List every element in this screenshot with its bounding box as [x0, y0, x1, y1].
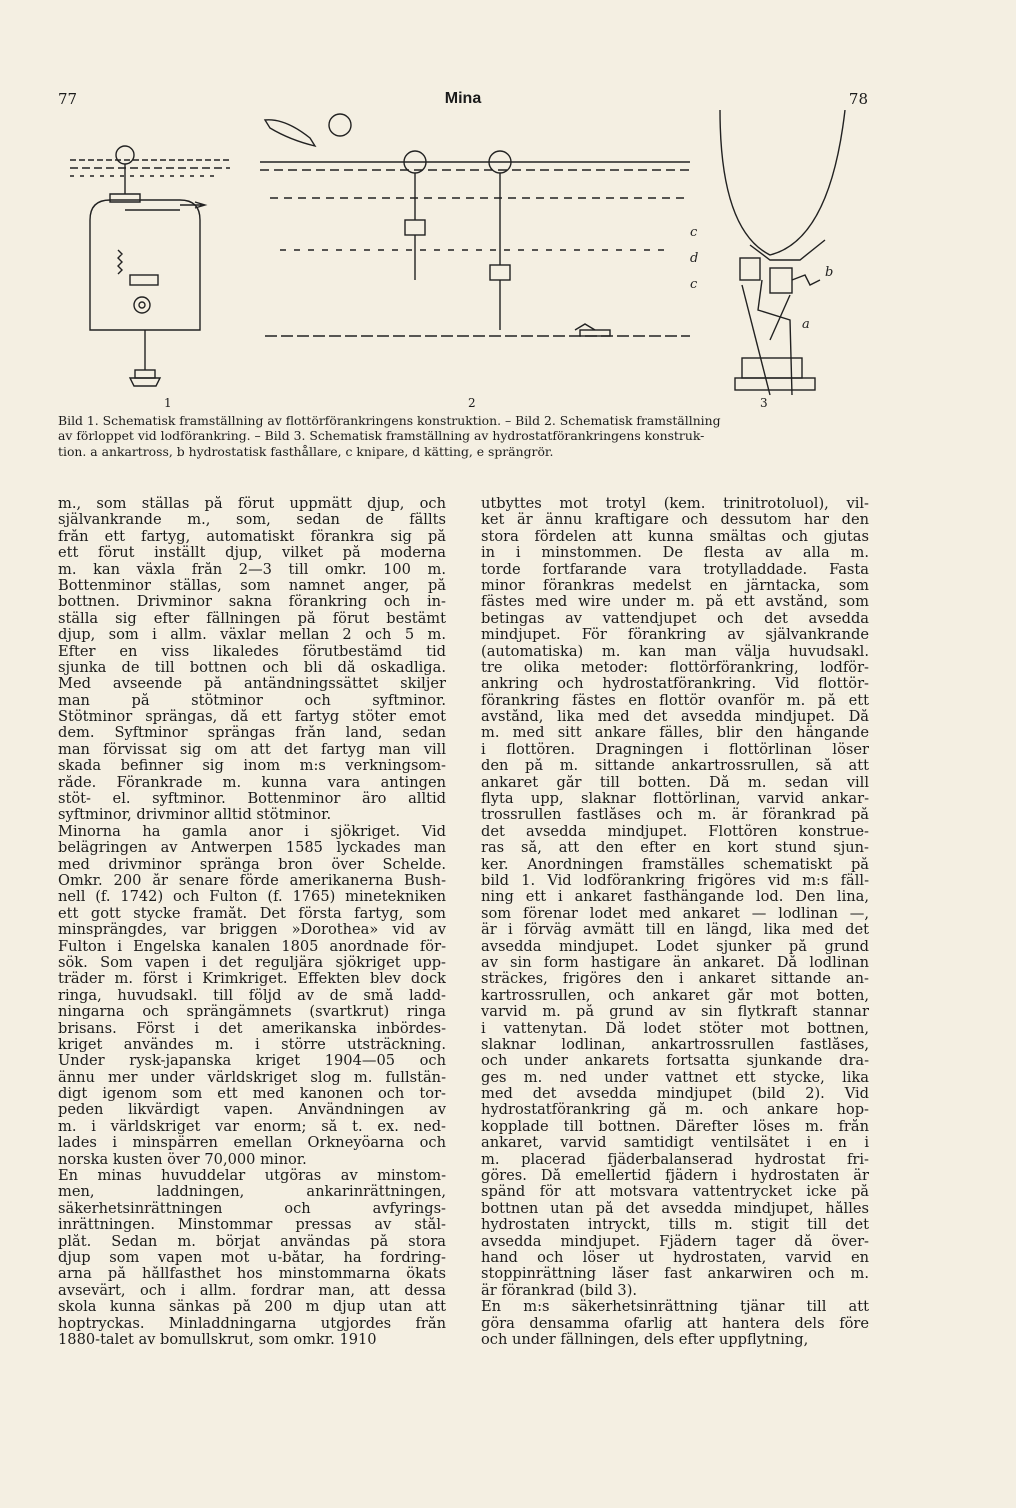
- page-number-left: 77: [58, 90, 78, 108]
- text-line: kopplade till bottnen. Därefter löses m. från: [481, 1118, 869, 1135]
- text-line: bottnen. Drivminor sakna förankring och in-: [58, 594, 446, 611]
- text-line: stora fördelen att kunna smältas och gjutas: [481, 528, 869, 545]
- text-line: plåt. Sedan m. börjat användas på stora: [58, 1233, 446, 1250]
- text-line: flyta upp, slaknar flottörlinan, varvid ankar-: [481, 791, 869, 808]
- text-line: syftminor, drivminor alltid stötminor.: [58, 807, 332, 824]
- running-title: Mina: [444, 90, 482, 107]
- text-line: bottnen utan på det avsedda mindjupet, hålles: [481, 1200, 869, 1217]
- text-line: man förvissat sig om att det fartyg man vill: [58, 741, 446, 758]
- text-line: in i minstommen. De flesta av alla m.: [481, 545, 869, 562]
- label-c-second: c: [690, 277, 698, 292]
- text-line: i flottören. Dragningen i flottörlinan löser: [481, 741, 869, 758]
- text-line: den på m. sittande ankartrossrullen, så att: [481, 758, 869, 775]
- text-line: varvid m. på grund av sin flytkraft stannar: [481, 1004, 869, 1021]
- text-line: Efter en viss likaledes förutbestämd tid: [58, 643, 446, 660]
- hydrostat-anchoring-drawing: [720, 110, 845, 395]
- text-line: trossrullen fastlåses och m. är förankrad på: [481, 807, 869, 824]
- text-line: belägringen av Antwerpen 1585 lyckades man: [58, 840, 446, 857]
- text-line: ställa sig efter fällningen på förut bestämt: [58, 610, 446, 627]
- text-line: och under fällningen, dels efter uppflytning,: [481, 1331, 809, 1348]
- text-line: peden likvärdigt vapen. Användningen av: [58, 1102, 446, 1119]
- text-line: kartrossrullen, och ankaret går mot botten,: [481, 987, 869, 1004]
- text-line: man på stötminor och syftminor.: [58, 692, 446, 709]
- text-line: ett förut inställt djup, vilket på moderna: [58, 545, 446, 562]
- text-line: hand och löser ut hydrostaten, varvid en: [481, 1249, 869, 1266]
- text-line: ankaret, varvid samtidigt ventilsätet i en i: [481, 1135, 869, 1152]
- text-line: minsprängdes, var briggen »Dorothea» vid av: [58, 922, 446, 939]
- page-number-right: 78: [848, 90, 868, 108]
- text-line: lades i minspärren emellan Orkneyöarna och: [58, 1135, 446, 1152]
- text-line: sträckes, frigöres den i ankaret sittande an-: [481, 971, 869, 988]
- text-line: ankaret går till botten. Då m. sedan vill: [481, 774, 869, 791]
- text-line: men, laddningen, ankarinrättningen,: [58, 1184, 446, 1201]
- text-line: hoptryckas. Minladdningarna utgjordes från: [58, 1315, 446, 1332]
- text-line: En m:s säkerhetsinrättning tjänar till att: [481, 1299, 869, 1316]
- text-line: stöt- el. syftminor. Bottenminor äro alltid: [58, 791, 446, 808]
- caption-line: tion. a ankartross, b hydrostatisk fasthållare, c knipare, d kätting, e sprängrör.: [58, 443, 554, 459]
- text-line: brisans. Först i det amerikanska inbördes-: [58, 1020, 446, 1037]
- text-line: Minorna ha gamla anor i sjökriget. Vid: [58, 823, 446, 840]
- text-line: utbyttes mot trotyl (kem. trinitrotoluol), vil-: [481, 496, 869, 512]
- text-line: m. placerad fjäderbalanserad hydrostat fri-: [481, 1151, 869, 1168]
- text-line: ges m. ned under vattnet ett stycke, lika: [481, 1069, 869, 1086]
- text-line: är förankrad (bild 3).: [481, 1282, 638, 1299]
- text-line: m. i världskriget var enorm; så t. ex. ned-: [58, 1118, 446, 1135]
- text-line: från ett fartyg, automatiskt förankra sig på: [58, 528, 446, 545]
- caption-line: av förloppet vid lodförankring. – Bild 3. Schematisk framställning av hydrostatförankringens konstruk-: [58, 428, 705, 444]
- text-line: ringa, huvudsakl. till följd av de små ladd-: [58, 987, 446, 1004]
- text-line: träder m. först i Krimkriget. Effekten blev dock: [58, 971, 446, 988]
- text-line: ker. Anordningen framställes schematiskt på: [481, 856, 869, 873]
- text-line: förankring fästes en flottör ovanför m. på ett: [481, 692, 869, 709]
- text-line: 1880-talet av bomullskrut, som omkr. 1910: [58, 1331, 377, 1348]
- text-line: skada befinner sig inom m:s verkningsom-: [58, 758, 446, 775]
- text-line: ankring och hydrostatförankring. Vid flottör-: [481, 676, 869, 693]
- text-line: med drivminor spränga bron över Schelde.: [58, 856, 446, 873]
- text-line: avstånd, lika med det avsedda mindjupet. Då: [481, 709, 869, 726]
- figure-caption: [58, 413, 870, 459]
- text-line: Med avseende på antändningssättet skiljer: [58, 676, 446, 693]
- text-line: digt igenom som ett med kanonen och tor-: [58, 1086, 446, 1103]
- text-line: ning ett i ankaret fasthängande lod. Den lina,: [481, 889, 869, 906]
- text-line: med det avsedda mindjupet (bild 2). Vid: [481, 1086, 869, 1103]
- page-header: [58, 90, 868, 112]
- text-line: hydrostatförankring gå m. och ankare hop-: [481, 1102, 869, 1119]
- text-line: arna på hållfasthet hos minstommarna ökats: [58, 1266, 446, 1283]
- text-line: sök. Som vapen i det reguljära sjökriget upp-: [58, 954, 446, 971]
- text-line: dem. Syftminor sprängas från land, sedan: [58, 725, 446, 742]
- text-line: kriget användes m. i större utsträckning.: [58, 1036, 446, 1053]
- label-a: a: [802, 317, 810, 332]
- text-line: Under rysk-japanska kriget 1904—05 och: [58, 1053, 446, 1070]
- text-line: djup som vapen mot u-båtar, ha fordring-: [58, 1249, 446, 1266]
- text-line: göra densamma ofarlig att hantera dels före: [481, 1315, 869, 1332]
- text-line: minor förankras medelst en järntacka, som: [481, 577, 869, 594]
- text-line: självankrande m., som, sedan de fällts: [58, 512, 446, 529]
- text-line: avsedda mindjupet. Lodet sjunker på grund: [481, 938, 869, 955]
- left-text-column: [58, 496, 446, 1348]
- text-line: av sin form hastigare än ankaret. Då lodlinan: [481, 954, 869, 971]
- right-text-column: [481, 496, 869, 1348]
- text-line: Omkr. 200 år senare förde amerikanerna Bush-: [58, 872, 446, 889]
- text-line: bild 1. Vid lodförankring frigöres vid m:s fäll-: [481, 872, 869, 889]
- text-line: säkerhetsinrättningen och avfyrings-: [58, 1200, 446, 1217]
- text-line: Stötminor sprängas, då ett fartyg stöter emot: [58, 709, 446, 726]
- figure-number-3: 3: [760, 396, 768, 410]
- text-line: djup, som i allm. växlar mellan 2 och 5 m.: [58, 627, 446, 644]
- label-d: d: [690, 251, 699, 266]
- label-c: c: [690, 225, 698, 240]
- figure-illustration: [70, 110, 870, 410]
- text-line: inrättningen. Minstommar pressas av stål-: [58, 1217, 446, 1234]
- text-line: är i förväg avmätt till en längd, lika med det: [481, 922, 869, 939]
- lod-anchoring-drawing: [260, 114, 690, 336]
- text-line: skola kunna sänkas på 200 m djup utan att: [58, 1299, 446, 1316]
- text-line: göres. Då emellertid fjädern i hydrostaten är: [481, 1168, 869, 1185]
- text-line: och under ankarets fortsatta sjunkande dra-: [481, 1053, 869, 1070]
- label-b: b: [825, 265, 834, 280]
- text-line: som förenar lodet med ankaret — lodlinan —,: [481, 905, 869, 922]
- text-line: m. med sitt ankare fälles, blir den hängande: [481, 725, 869, 742]
- text-line: m., som ställas på förut uppmätt djup, och: [58, 496, 446, 512]
- text-line: mindjupet. För förankring av självankrande: [481, 627, 869, 644]
- text-line: nell (f. 1742) och Fulton (f. 1765) minetekniken: [58, 889, 446, 906]
- text-line: råde. Förankrade m. kunna vara antingen: [58, 774, 446, 791]
- text-line: spänd för att motsvara vattentrycket icke på: [481, 1184, 869, 1201]
- text-line: det avsedda mindjupet. Flottören konstrue-: [481, 823, 869, 840]
- text-line: Bottenminor ställas, som namnet anger, på: [58, 577, 446, 594]
- float-mine-drawing: [70, 146, 230, 386]
- caption-line: Bild 1. Schematisk framställning av flottörförankringens konstruktion. – Bild 2. Schematisk framställning: [58, 413, 721, 428]
- text-line: stoppinrättning låser fast ankarwiren och m.: [481, 1266, 869, 1283]
- text-line: ningarna och sprängämnets (svartkrut) ringa: [58, 1004, 446, 1021]
- figure-number-1: 1: [164, 396, 172, 410]
- text-line: norska kusten över 70,000 minor.: [58, 1151, 307, 1168]
- text-line: tre olika metoder: flottörförankring, lodför-: [481, 659, 869, 676]
- text-line: hydrostaten intryckt, tills m. stigit till det: [481, 1217, 869, 1234]
- text-line: sjunka de till bottnen och bli då oskadliga.: [58, 659, 446, 676]
- text-line: i vattenytan. Då lodet stöter mot bottnen,: [481, 1020, 869, 1037]
- text-line: Fulton i Engelska kanalen 1805 anordnade för-: [58, 938, 446, 955]
- text-line: betingas av vattendjupet och det avsedda: [481, 610, 869, 627]
- text-line: m. kan växla från 2—3 till omkr. 100 m.: [58, 561, 446, 578]
- text-line: fästes med wire under m. på ett avstånd, som: [481, 594, 869, 611]
- text-line: avsevärt, och i allm. fordrar man, att dessa: [58, 1282, 446, 1299]
- mine-anchoring-figure: [70, 110, 870, 410]
- text-line: ket är ännu kraftigare och dessutom har den: [481, 512, 869, 529]
- text-line: avsedda mindjupet. Fjädern tager då över-: [481, 1233, 869, 1250]
- text-line: torde fortfarande vara trotylladdade. Fasta: [481, 561, 869, 578]
- figure-number-2: 2: [468, 396, 476, 410]
- text-line: En minas huvuddelar utgöras av minstom-: [58, 1168, 446, 1185]
- text-line: ännu mer under världskriget slog m. fullstän-: [58, 1069, 446, 1086]
- text-line: (automatiska) m. kan man välja huvudsakl.: [481, 643, 869, 660]
- text-line: slaknar lodlinan, ankartrossrullen fastlåses,: [481, 1036, 869, 1053]
- text-line: ras så, att den efter en kort stund sjun-: [481, 840, 869, 857]
- text-line: ett gott stycke framåt. Det första fartyg, som: [58, 905, 446, 922]
